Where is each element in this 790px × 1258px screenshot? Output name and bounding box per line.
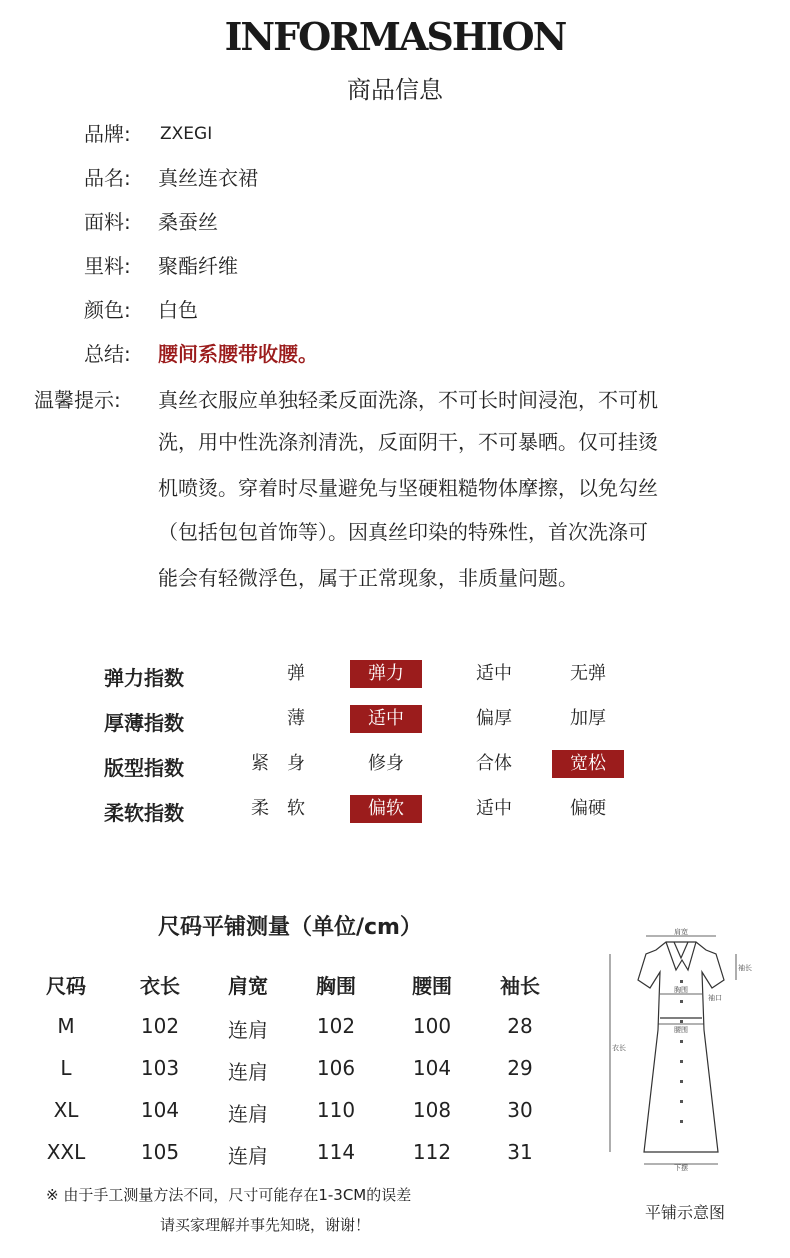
size-value-cell: 104 (412, 1056, 452, 1080)
index-option: 合体 (476, 753, 512, 774)
size-value-cell: 103 (140, 1056, 180, 1080)
tips-line: 能会有轻微浮色，属于正常现象，非质量问题。 (158, 566, 578, 590)
tips-line: （包括包包首饰等）。因真丝印染的特殊性，首次洗涤可 (158, 520, 648, 544)
size-header-cell: 肩宽 (228, 974, 268, 998)
info-row-brand (0, 120, 790, 148)
size-value-cell: 106 (316, 1056, 356, 1080)
info-row-name (0, 164, 790, 192)
tips-label: 温馨提示: (34, 388, 121, 412)
index-label: 厚薄指数 (104, 711, 184, 735)
index-option-selected: 弹力 (350, 660, 422, 688)
diagram-label-sleeve: 袖长 (738, 964, 752, 972)
tips-line: 真丝衣服应单独轻柔反面洗涤，不可长时间浸泡，不可机 (158, 388, 658, 412)
size-value-cell: 连肩 (228, 1018, 268, 1042)
info-label: 颜色: (84, 298, 131, 322)
size-value-cell: 110 (316, 1098, 356, 1122)
index-label: 弹力指数 (104, 666, 184, 690)
index-label: 柔软指数 (104, 801, 184, 825)
index-option: 弹 (287, 663, 305, 684)
size-value-cell: 108 (412, 1098, 452, 1122)
info-label: 面料: (84, 210, 131, 234)
diagram-label-waist: 腰围 (674, 1026, 688, 1034)
size-header-cell: 尺码 (46, 974, 86, 998)
size-header-cell: 衣长 (140, 974, 180, 998)
index-option-selected: 适中 (350, 705, 422, 733)
info-row-color (0, 296, 790, 324)
size-header-cell: 胸围 (316, 974, 356, 998)
brand-title: INFORMASHION (224, 14, 566, 59)
size-value-cell: 102 (316, 1014, 356, 1038)
index-option: 软 (287, 798, 305, 819)
size-value-cell: 30 (507, 1098, 533, 1122)
size-value-cell: 104 (140, 1098, 180, 1122)
index-option: 薄 (287, 708, 305, 729)
size-value-cell: 112 (412, 1140, 452, 1164)
size-value-cell: 31 (507, 1140, 533, 1164)
size-value-cell: 28 (507, 1014, 533, 1038)
size-value-cell: 102 (140, 1014, 180, 1038)
size-value-cell: 29 (507, 1056, 533, 1080)
index-option: 偏硬 (570, 798, 606, 819)
index-option: 无弹 (570, 663, 606, 684)
index-option: 适中 (476, 798, 512, 819)
index-option: 身 (287, 753, 305, 774)
page-subtitle: 商品信息 (347, 76, 443, 104)
info-row-fabric (0, 208, 790, 236)
size-label-cell: XXL (46, 1140, 86, 1164)
size-header-cell: 腰围 (412, 974, 452, 998)
info-value: ZXEGI (160, 124, 213, 144)
size-note-line2: 请买家理解并事先知晓，谢谢！ (160, 1216, 371, 1234)
dress-diagram (598, 920, 768, 1180)
info-label: 品牌: (84, 122, 131, 146)
diagram-label-hem: 下摆 (674, 1164, 688, 1172)
size-table-title: 尺码平铺测量（单位/cm） (157, 915, 422, 940)
info-label: 品名: (84, 166, 131, 190)
info-value: 真丝连衣裙 (158, 166, 258, 190)
tips-line: 洗，用中性洗涤剂清洗，反面阴干，不可暴晒。仅可挂烫 (158, 430, 658, 454)
index-option: 柔 (251, 798, 269, 819)
diagram-label-chest: 胸围 (674, 986, 688, 994)
diagram-label-length: 衣长 (612, 1044, 626, 1052)
size-label-cell: XL (53, 1098, 79, 1122)
size-header-cell: 袖长 (500, 974, 540, 998)
size-value-cell: 100 (412, 1014, 452, 1038)
info-value-highlight: 腰间系腰带收腰。 (158, 342, 318, 366)
index-option-selected: 宽松 (552, 750, 624, 778)
diagram-label-shoulder: 肩宽 (674, 928, 688, 936)
size-value-cell: 连肩 (228, 1102, 268, 1126)
info-value: 桑蚕丝 (158, 210, 218, 234)
index-option: 紧 (251, 753, 269, 774)
info-label: 总结: (84, 342, 131, 366)
size-value-cell: 105 (140, 1140, 180, 1164)
info-value: 白色 (158, 298, 198, 322)
size-value-cell: 连肩 (228, 1144, 268, 1168)
size-value-cell: 连肩 (228, 1060, 268, 1084)
index-option: 修身 (368, 753, 404, 774)
info-row-summary (0, 340, 790, 368)
index-option: 适中 (476, 663, 512, 684)
diagram-caption: 平铺示意图 (644, 1203, 725, 1222)
size-value-cell: 114 (316, 1140, 356, 1164)
diagram-label-cuff: 袖口 (708, 994, 722, 1002)
size-label-cell: L (60, 1056, 72, 1080)
size-note-line1: ※ 由于手工测量方法不同，尺寸可能存在1-3CM的误差 (46, 1186, 412, 1204)
tips-line: 机喷烫。穿着时尽量避免与坚硬粗糙物体摩擦，以免勾丝 (158, 476, 658, 500)
index-option: 加厚 (570, 708, 606, 729)
index-option: 偏厚 (476, 708, 512, 729)
info-value: 聚酯纤维 (158, 254, 238, 278)
info-row-lining (0, 252, 790, 280)
index-label: 版型指数 (104, 756, 184, 780)
info-label: 里料: (84, 254, 131, 278)
size-label-cell: M (57, 1014, 75, 1038)
index-option-selected: 偏软 (350, 795, 422, 823)
